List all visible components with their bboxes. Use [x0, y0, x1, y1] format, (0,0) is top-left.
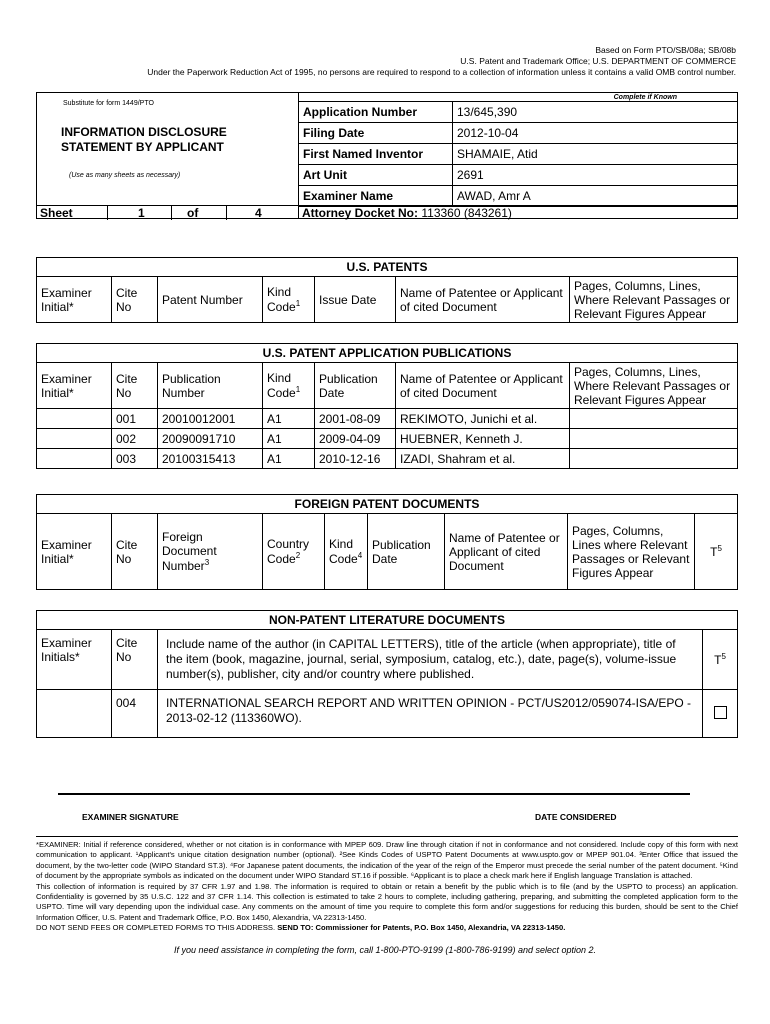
cite-cell: 003	[112, 449, 158, 469]
col-relevant-pages: Pages, Columns, Lines, Where Relevant Passages or Relevant Figures Appear	[570, 277, 738, 323]
sheet-number: 1	[138, 206, 145, 220]
number-cell: 20010012001	[158, 409, 263, 429]
col-relevant-pages: Pages, Columns, Lines, Where Relevant Passages or Relevant Figures Appear	[570, 363, 738, 409]
name-cell: HUEBNER, Kenneth J.	[396, 429, 570, 449]
form-title-panel	[37, 93, 299, 219]
date-cell: 2001-08-09	[315, 409, 396, 429]
pages-cell	[570, 409, 738, 429]
col-patent-number: Patent Number	[158, 277, 263, 323]
date-cell: 2010-12-16	[315, 449, 396, 469]
footer-divider	[36, 836, 738, 837]
form-title-line1: INFORMATION DISCLOSURE	[61, 125, 227, 139]
col-publication-date: Publication Date	[368, 514, 445, 590]
examiner-initial-cell[interactable]	[37, 690, 112, 738]
application-number-value: 13/645,390	[453, 102, 738, 123]
kind-cell: A1	[263, 429, 315, 449]
attorney-docket-label: Attorney Docket No:	[302, 206, 419, 220]
col-issue-date: Issue Date	[315, 277, 396, 323]
date-considered-label: DATE CONSIDERED	[535, 812, 617, 822]
col-examiner-initial: Examiner Initial*	[37, 514, 112, 590]
col-kind-code: Kind Code$^1$	[263, 277, 315, 323]
art-unit-value: 2691	[453, 165, 738, 186]
table-row	[37, 409, 738, 429]
col-publication-number: Publication Number	[158, 363, 263, 409]
art-unit-label: Art Unit	[299, 165, 453, 186]
col-foreign-document-number: Foreign Document Number$^3$	[158, 514, 263, 590]
use-many-sheets-note: (Use as many sheets as necessary)	[69, 172, 181, 179]
complete-if-known-label: Complete if Known	[299, 93, 738, 102]
name-cell: IZADI, Shahram et al.	[396, 449, 570, 469]
kind-cell: A1	[263, 409, 315, 429]
paperwork-act-text: Under the Paperwork Reduction Act of 1995, no persons are required to respond to a collection of information unless it contains a valid OMB control number.	[147, 67, 736, 77]
examiner-name-value: AWAD, Amr A	[453, 186, 738, 207]
col-translation: $T^5$	[703, 630, 738, 690]
description-cell: INTERNATIONAL SEARCH REPORT AND WRITTEN OPINION - PCT/US2012/059074-ISA/EPO - 2013-02-12 (113360WO).	[158, 690, 703, 738]
table-row	[37, 690, 738, 738]
col-publication-date: Publication Date	[315, 363, 396, 409]
footer-paperwork-note: This collection of information is required by 37 CFR 1.97 and 1.98. The information is required to obtain or retain a benefit by the public which is to file (and by the USPTO to process) an application. Confidentiality is governed by 35 U.S.C. 122 and 37 CFR 1.14. This collection is estimated to take 2 hours to complete, including gathering, preparing, and submitting the completed application form to the USPTO. Time will vary depending upon the individual case. Any comments on the amount of time you require to complete this form and/or suggestions for reducing this burden, should be sent to the Chief Information Officer, U.S. Patent and Trademark Office, P.O. Box 1450, Alexandria, VA 22313-1450.	[36, 881, 738, 922]
translation-checkbox[interactable]	[714, 706, 727, 719]
pages-cell	[570, 429, 738, 449]
attorney-docket-value: 113360 (843261)	[421, 206, 512, 220]
sheet-row	[37, 205, 298, 220]
col-relevant-pages: Pages, Columns, Lines where Relevant Passages or Relevant Figures Appear	[568, 514, 695, 590]
col-cite-no: Cite No	[112, 277, 158, 323]
pages-cell	[570, 449, 738, 469]
col-cite-no: Cite No	[112, 363, 158, 409]
footer-examiner-note: *EXAMINER: Initial if reference considered, whether or not citation is in conformance with MPEP 609. Draw line through citation if not in conformance and not considered. Include copy of this form with next communication to applicant. ¹Applicant's unique citation designation number (optional). ²See Kinds Codes of USPTO Patent Documents at www.uspto.gov or MPEP 901.04. ³Enter Office that issued the document, by the two-letter code (WIPO Standard ST.3). ⁴For Japanese patent documents, the indication of the year of the reign of the Emperor must precede the serial number of the patent document. ⁵Kind of document by the appropriate symbols as indicated on the document under WIPO Standard ST.16 if possible. ⁶Applicant is to place a check mark here if English language Translation is attached.	[36, 840, 738, 881]
filing-date-label: Filing Date	[299, 123, 453, 144]
col-description: Include name of the author (in CAPITAL LETTERS), title of the article (when appropriate), title of the item (book, magazine, journal, serial, symposium, catalog, etc.), date, page(s), volume-issue number(s), publisher, city and/or country where published.	[158, 630, 703, 690]
examiner-initial-cell[interactable]	[37, 449, 112, 469]
footer-notes	[36, 840, 738, 934]
footer-send-to: DO NOT SEND FEES OR COMPLETED FORMS TO THIS ADDRESS. SEND TO: Commissioner for Patents, P.O. Box 1450, Alexandria, VA 22313-1450.	[36, 923, 566, 933]
substitute-form-label: Substitute for form 1449/PTO	[63, 100, 154, 107]
col-kind-code: Kind Code$^1$	[263, 363, 315, 409]
col-examiner-initial: Examiner Initial*	[37, 277, 112, 323]
us-patents-title: U.S. PATENTS	[37, 258, 738, 277]
examiner-initial-cell[interactable]	[37, 429, 112, 449]
col-translation: $T^5$	[695, 514, 738, 590]
date-cell: 2009-04-09	[315, 429, 396, 449]
name-cell: REKIMOTO, Junichi et al.	[396, 409, 570, 429]
attorney-docket-row	[298, 205, 738, 219]
agency-text: U.S. Patent and Trademark Office; U.S. DEPARTMENT OF COMMERCE	[460, 56, 736, 66]
examiner-name-label: Examiner Name	[299, 186, 453, 207]
form-title-line2: STATEMENT BY APPLICANT	[61, 140, 224, 154]
table-row	[37, 429, 738, 449]
cite-cell: 001	[112, 409, 158, 429]
application-details-table	[298, 93, 738, 207]
assistance-note: If you need assistance in completing the form, call 1-800-PTO-9199 (1-800-786-9199) and select option 2.	[173, 945, 597, 955]
of-label: of	[187, 206, 199, 220]
npl-title: NON-PATENT LITERATURE DOCUMENTS	[37, 611, 738, 630]
col-examiner-initial: Examiner Initial*	[37, 363, 112, 409]
col-cite-no: Cite No	[112, 514, 158, 590]
us-publications-title: U.S. PATENT APPLICATION PUBLICATIONS	[37, 344, 738, 363]
us-publications-table	[36, 343, 738, 469]
cite-cell: 002	[112, 429, 158, 449]
foreign-patents-table	[36, 494, 738, 590]
col-examiner-initials: Examiner Initials*	[37, 630, 112, 690]
first-inventor-label: First Named Inventor	[299, 144, 453, 165]
number-cell: 20090091710	[158, 429, 263, 449]
table-row	[37, 449, 738, 469]
npl-table	[36, 610, 738, 738]
number-cell: 20100315413	[158, 449, 263, 469]
col-country-code: Country Code$^2$	[263, 514, 325, 590]
signature-line	[58, 793, 690, 795]
sheet-total: 4	[255, 206, 262, 220]
col-cite-no: Cite No	[112, 630, 158, 690]
form-basis-text: Based on Form PTO/SB/08a; SB/08b	[595, 45, 736, 55]
filing-date-value: 2012-10-04	[453, 123, 738, 144]
cite-cell: 004	[112, 690, 158, 738]
translation-cell	[703, 690, 738, 738]
form-title	[61, 125, 227, 155]
col-patentee-name: Name of Patentee or Applicant of cited Document	[396, 277, 570, 323]
kind-cell: A1	[263, 449, 315, 469]
col-kind-code: Kind Code$^4$	[325, 514, 368, 590]
application-info-box	[36, 92, 738, 219]
examiner-signature-label: EXAMINER SIGNATURE	[82, 812, 179, 822]
examiner-initial-cell[interactable]	[37, 409, 112, 429]
sheet-label: Sheet	[40, 206, 73, 220]
col-patentee-name: Name of Patentee or Applicant of cited Document	[445, 514, 568, 590]
us-patents-table	[36, 257, 738, 323]
foreign-patents-title: FOREIGN PATENT DOCUMENTS	[37, 495, 738, 514]
first-inventor-value: SHAMAIE, Atid	[453, 144, 738, 165]
col-patentee-name: Name of Patentee or Applicant of cited Document	[396, 363, 570, 409]
application-number-label: Application Number	[299, 102, 453, 123]
